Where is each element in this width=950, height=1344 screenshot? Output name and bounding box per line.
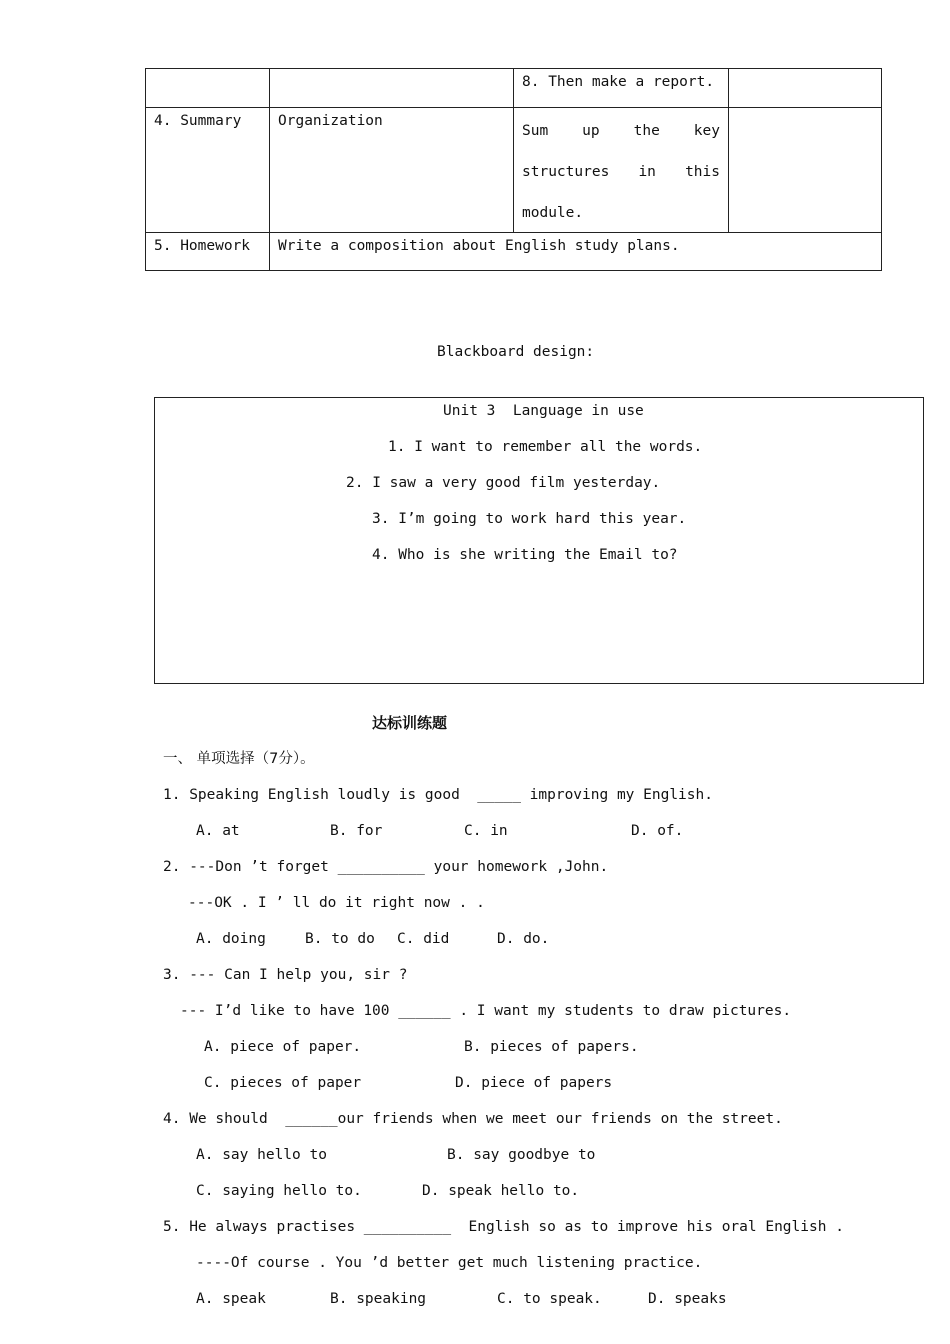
table-cell (270, 69, 514, 108)
blackboard-label: Blackboard design: (437, 344, 595, 360)
option-b: B. to do (305, 931, 375, 947)
option-b: B. speaking (330, 1291, 427, 1307)
table-cell: 8. Then make a report. (514, 69, 729, 108)
option-d: D. piece of papers (455, 1075, 613, 1091)
option-a: A. doing (196, 931, 266, 947)
option-a: A. at (196, 823, 240, 839)
blackboard-line: 3. I’m going to work hard this year. (372, 511, 687, 527)
table-cell: 4. Summary (146, 108, 270, 233)
blackboard-line: 4. Who is she writing the Email to? (372, 547, 678, 563)
table-cell (146, 69, 270, 108)
option-c: C. saying hello to. (196, 1183, 362, 1199)
option-a: A. speak (196, 1291, 266, 1307)
lesson-plan-table (145, 68, 882, 271)
table-cell: 5. Homework (146, 233, 270, 271)
option-b: B. pieces of papers. (464, 1039, 639, 1055)
summary-purpose-text: Sum up the key structures in this module. (522, 123, 720, 221)
option-c: C. in (464, 823, 508, 839)
question-5-reply: ----Of course . You ’d better get much listening practice. (196, 1255, 703, 1271)
question-1: 1. Speaking English loudly is good _____ improving my English. (163, 787, 713, 803)
option-d: D. of. (631, 823, 684, 839)
question-2-reply: ---OK . I ’ ll do it right now . . (188, 895, 485, 911)
table-row (146, 69, 882, 108)
option-d: D. speak hello to. (422, 1183, 580, 1199)
option-d: D. do. (497, 931, 550, 947)
table-cell (729, 108, 882, 233)
option-a: A. say hello to (196, 1147, 327, 1163)
table-cell (514, 108, 729, 233)
question-3-reply: --- I’d like to have 100 ______ . I want my students to draw pictures. (180, 1003, 792, 1019)
section-heading: 一、 单项选择（7分）。 (163, 751, 315, 767)
question-4: 4. We should ______our friends when we meet our friends on the street. (163, 1111, 783, 1127)
table-row (146, 108, 882, 233)
option-b: B. for (330, 823, 383, 839)
table-cell: Write a composition about English study plans. (270, 233, 882, 271)
option-c: C. to speak. (497, 1291, 602, 1307)
option-c: C. did (397, 931, 450, 947)
option-b: B. say goodbye to (447, 1147, 596, 1163)
question-5: 5. He always practises __________ English so as to improve his oral English . (163, 1219, 844, 1235)
option-d: D. speaks (648, 1291, 727, 1307)
blackboard-title: Unit 3 Language in use (443, 403, 644, 419)
question-3: 3. --- Can I help you, sir ? (163, 967, 408, 983)
option-a: A. piece of paper. (204, 1039, 362, 1055)
blackboard-line: 1. I want to remember all the words. (388, 439, 703, 455)
table-cell: Organization (270, 108, 514, 233)
question-2: 2. ---Don ’t forget __________ your homework ,John. (163, 859, 609, 875)
blackboard-line: 2. I saw a very good film yesterday. (346, 475, 661, 491)
exercise-title: 达标训练题 (372, 714, 448, 732)
option-c: C. pieces of paper (204, 1075, 362, 1091)
table-cell (729, 69, 882, 108)
table-row (146, 233, 882, 271)
